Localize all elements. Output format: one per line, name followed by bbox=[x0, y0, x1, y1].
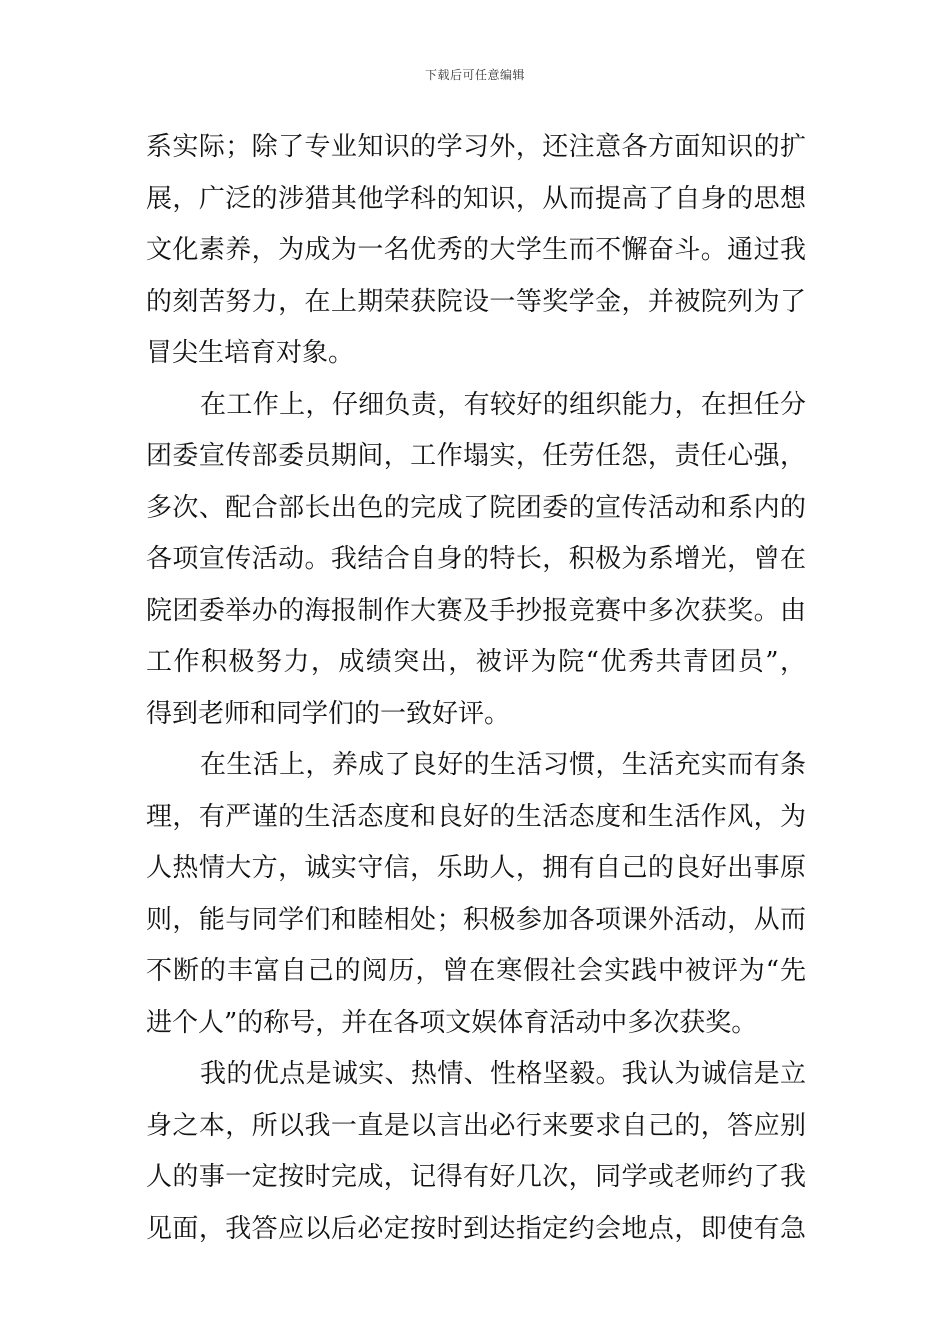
text-line: 不断的丰富自己的阅历，曾在寒假社会实践中被评为“先 bbox=[146, 956, 806, 986]
text-line: 在生活上，养成了良好的生活习惯，生活充实而有条 bbox=[200, 750, 806, 780]
text-line: 身之本，所以我一直是以言出必行来要求自己的，答应别 bbox=[146, 1110, 806, 1141]
text-line: 团委宣传部委员期间，工作塌实，任劳任怨，责任心强， bbox=[146, 441, 806, 471]
text-line: 进个人”的称号，并在各项文娱体育活动中多次获奖。 bbox=[146, 1007, 758, 1038]
text-line: 的刻苦努力，在上期荣获院设一等奖学金，并被院列为了 bbox=[146, 286, 806, 317]
text-line: 我的优点是诚实、热情、性格坚毅。我认为诚信是立 bbox=[200, 1059, 806, 1089]
paragraph bbox=[146, 1049, 806, 1255]
text-line: 人热情大方，诚实守信，乐助人，拥有自己的良好出事原 bbox=[146, 853, 806, 883]
text-line: 工作积极努力，成绩突出，被评为院“优秀共青团员”， bbox=[146, 647, 806, 677]
text-line: 展，广泛的涉猎其他学科的知识，从而提高了自身的思想 bbox=[146, 183, 806, 214]
text-line: 理，有严谨的生活态度和良好的生活态度和生活作风，为 bbox=[146, 801, 806, 832]
document-body bbox=[146, 122, 806, 1255]
paragraph bbox=[146, 740, 806, 1049]
text-line: 各项宣传活动。我结合自身的特长，积极为系增光，曾在 bbox=[146, 544, 806, 574]
text-line: 见面，我答应以后必定按时到达指定约会地点，即使有急 bbox=[146, 1213, 806, 1244]
text-line: 院团委举办的海报制作大赛及手抄报竞赛中多次获奖。由 bbox=[146, 595, 806, 626]
text-line: 在工作上，仔细负责，有较好的组织能力，在担任分 bbox=[200, 389, 806, 420]
paragraph bbox=[146, 122, 806, 380]
text-line: 得到老师和同学们的一致好评。 bbox=[146, 698, 511, 729]
page-header: 下载后可任意编辑 bbox=[424, 68, 525, 82]
text-line: 文化素养，为成为一名优秀的大学生而不懈奋斗。通过我 bbox=[146, 235, 806, 265]
paragraph bbox=[146, 380, 806, 741]
text-line: 多次、配合部长出色的完成了院团委的宣传活动和系内的 bbox=[146, 492, 806, 523]
text-line: 系实际；除了专业知识的学习外，还注意各方面知识的扩 bbox=[146, 132, 806, 162]
text-line: 则，能与同学们和睦相处；积极参加各项课外活动，从而 bbox=[146, 904, 806, 935]
text-line: 人的事一定按时完成，记得有好几次，同学或老师约了我 bbox=[146, 1162, 806, 1192]
text-line: 冒尖生培育对象。 bbox=[146, 338, 355, 368]
